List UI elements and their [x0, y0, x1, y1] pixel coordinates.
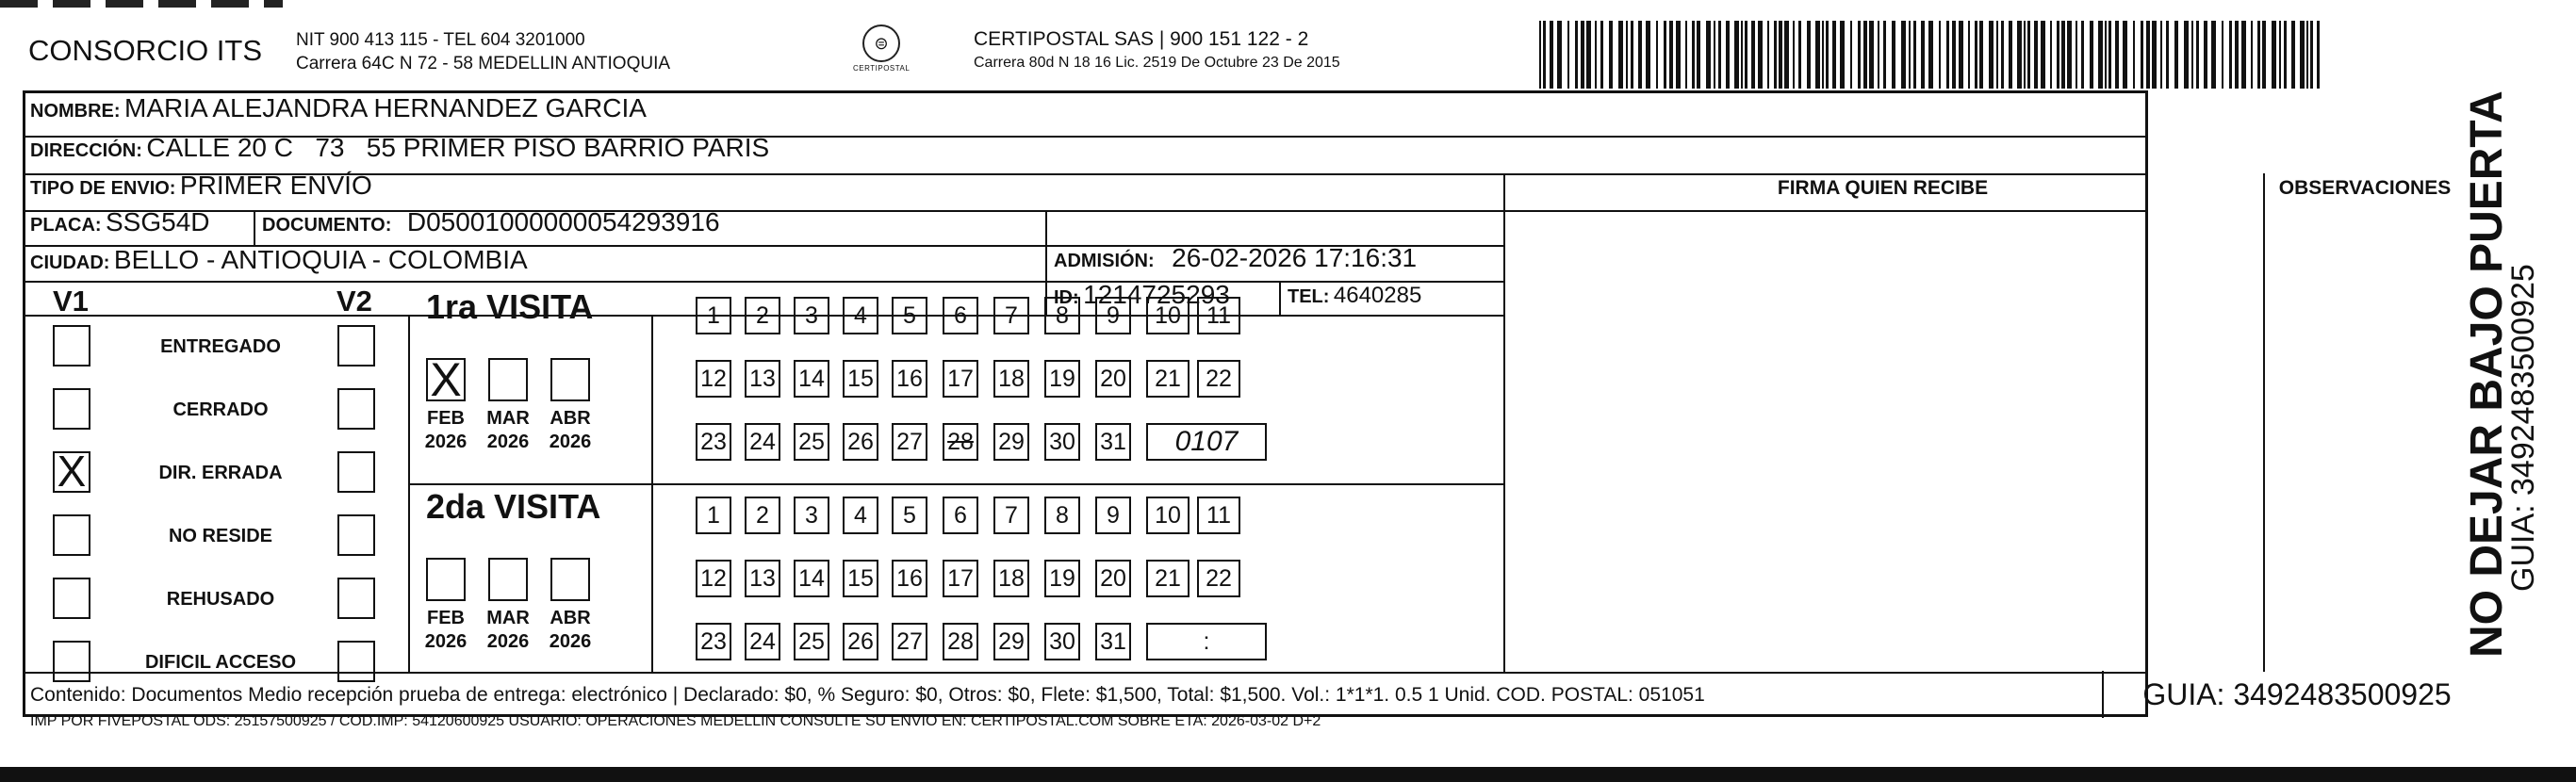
day-box[interactable]: 15: [843, 560, 878, 597]
status-v2-checkbox[interactable]: [337, 451, 375, 493]
day-box[interactable]: 23: [696, 423, 731, 461]
id-value: 1214725293: [1083, 280, 1230, 309]
month-name: ABR: [550, 608, 591, 628]
day-box[interactable]: 6: [943, 497, 978, 534]
day-box[interactable]: 29: [993, 423, 1029, 461]
month-year: 2026: [486, 631, 530, 652]
day-box[interactable]: 1: [696, 297, 731, 334]
status-v2-checkbox[interactable]: [337, 641, 375, 682]
tel-value: 4640285: [1333, 283, 1422, 308]
month-checkbox[interactable]: [550, 558, 590, 601]
day-box[interactable]: 30: [1044, 423, 1080, 461]
day-box[interactable]: 27: [892, 423, 927, 461]
month-year: 2026: [549, 631, 592, 652]
documento-label: DOCUMENTO:: [262, 215, 392, 236]
month-label: [482, 607, 534, 654]
day-box[interactable]: 20: [1095, 360, 1131, 398]
month-year: 2026: [486, 432, 530, 452]
contenido-line: Contenido: Documentos Medio recepción prueba de entrega: electrónico | Declarado: $0, % Seguro: $0, Otros: $0, Flete: $1,500, Total: $1,500. Vol.: 1*1*1. 0.5 1 Unid. COD. POSTAL: 051051: [30, 684, 1705, 706]
day-box[interactable]: 2: [745, 297, 780, 334]
nombre-value: MARIA ALEJANDRA HERNANDEZ GARCIA: [124, 93, 647, 122]
day-box[interactable]: 19: [1044, 360, 1080, 398]
no-dejar-bajo-puerta-warning: NO DEJAR BAJO PUERTA: [2462, 90, 2512, 658]
ciudad-value: BELLO - ANTIOQUIA - COLOMBIA: [113, 245, 528, 274]
day-box[interactable]: 7: [993, 497, 1029, 534]
company-nit-tel: NIT 900 413 115 - TEL 604 3201000: [296, 30, 585, 50]
status-label: DIR. ERRADA: [158, 463, 283, 483]
day-box[interactable]: 24: [745, 423, 780, 461]
day-box[interactable]: 4: [843, 297, 878, 334]
month-label: [419, 407, 472, 454]
v1-header: V1: [53, 285, 89, 318]
visit1-title: 1ra VISITA: [426, 287, 594, 326]
month-year: 2026: [424, 432, 468, 452]
day-box[interactable]: 16: [892, 560, 927, 597]
status-v1-checkbox[interactable]: [53, 388, 90, 430]
certipostal-license: Carrera 80d N 18 16 Lic. 2519 De Octubre 23 De 2015: [974, 55, 1340, 71]
direccion-value: CALLE 20 C 73 55 PRIMER PISO BARRIO PARIS: [146, 133, 770, 162]
company-address: Carrera 64C N 72 - 58 MEDELLIN ANTIOQUIA: [296, 54, 671, 73]
month-name: FEB: [427, 408, 465, 429]
day-box[interactable]: 22: [1197, 560, 1240, 597]
day-box[interactable]: 7: [993, 297, 1029, 334]
certipostal-info: [974, 28, 1340, 72]
company-info: [296, 28, 670, 75]
placa-value: SSG54D: [106, 207, 210, 236]
day-box[interactable]: 30: [1044, 623, 1080, 660]
day-box[interactable]: 17: [943, 360, 978, 398]
status-v1-checkbox[interactable]: [53, 514, 90, 556]
month-year: 2026: [549, 432, 592, 452]
day-box[interactable]: 16: [892, 360, 927, 398]
month-name: MAR: [486, 608, 530, 628]
admision-label: ADMISIÓN:: [1054, 251, 1155, 271]
day-box[interactable]: 22: [1197, 360, 1240, 398]
guia-number: GUIA: 3492483500925: [2102, 671, 2490, 718]
day-box[interactable]: 2: [745, 497, 780, 534]
month-name: MAR: [486, 408, 530, 429]
day-box[interactable]: 25: [794, 623, 829, 660]
bottom-edge-bar: [0, 767, 2576, 782]
certipostal-logo-text: CERTIPOSTAL: [853, 64, 911, 73]
month-checkbox[interactable]: [488, 358, 528, 401]
day-box[interactable]: 24: [745, 623, 780, 660]
tipo-envio-value: PRIMER ENVÍO: [179, 171, 372, 200]
day-box[interactable]: 20: [1095, 560, 1131, 597]
firma-quien-recibe-header: FIRMA QUIEN RECIBE: [1777, 177, 1989, 199]
month-checkbox[interactable]: [426, 558, 466, 601]
day-box[interactable]: 3: [794, 297, 829, 334]
month-name: FEB: [427, 608, 465, 628]
day-box[interactable]: 4: [843, 497, 878, 534]
status-label: DIFICIL ACCESO: [144, 652, 296, 673]
impresion-line: IMP POR FIVEPOSTAL ODS: 25157500925 / COD.IMP: 54120600925 USUARIO: OPERACIONES MEDELLIN CONSULTE SU ENVIO EN: CERTIPOSTAL.COM SOBRE ETA: 2026-03-02 D+2: [30, 713, 1321, 729]
admision-value: 26-02-2026 17:16:31: [1172, 243, 1418, 272]
status-label: REHUSADO: [166, 589, 275, 610]
month-checkbox[interactable]: [550, 358, 590, 401]
status-label: ENTREGADO: [160, 336, 281, 357]
month-label: [544, 607, 597, 654]
day-box[interactable]: 18: [993, 360, 1029, 398]
day-box[interactable]: 3: [794, 497, 829, 534]
certipostal-logo: [853, 24, 910, 73]
placa-row: [30, 207, 210, 237]
id-label: ID:: [1054, 287, 1079, 308]
day-box[interactable]: 15: [843, 360, 878, 398]
day-box[interactable]: 21: [1146, 360, 1190, 398]
day-box[interactable]: 31: [1095, 623, 1131, 660]
status-v2-checkbox[interactable]: [337, 388, 375, 430]
day-box[interactable]: 11: [1197, 297, 1240, 334]
status-v2-checkbox[interactable]: [337, 325, 375, 367]
status-v2-checkbox[interactable]: [337, 514, 375, 556]
visit2-title: 2da VISITA: [426, 487, 601, 526]
status-v1-checkbox[interactable]: X: [53, 451, 90, 493]
documento-row: [262, 207, 720, 237]
day-box[interactable]: 19: [1044, 560, 1080, 597]
day-box[interactable]: 31: [1095, 423, 1131, 461]
day-box[interactable]: 28: [943, 623, 978, 660]
month-checkbox[interactable]: X: [426, 358, 466, 401]
nombre-label: NOMBRE:: [30, 101, 121, 122]
day-box[interactable]: 12: [696, 360, 731, 398]
ciudad-label: CIUDAD:: [30, 253, 110, 273]
direccion-label: DIRECCIÓN:: [30, 140, 142, 161]
day-box[interactable]: 13: [745, 360, 780, 398]
month-label: [544, 407, 597, 454]
day-box[interactable]: 13: [745, 560, 780, 597]
top-edge-band: [0, 0, 283, 8]
visit-time-box[interactable]: :: [1146, 623, 1267, 660]
certipostal-nit: CERTIPOSTAL SAS | 900 151 122 - 2: [974, 28, 1309, 50]
barcode: [1539, 21, 2320, 89]
admision-row: [1054, 243, 1417, 273]
day-box[interactable]: 14: [794, 360, 829, 398]
month-name: ABR: [550, 408, 591, 429]
tel-row: [1288, 283, 1421, 309]
day-box[interactable]: 12: [696, 560, 731, 597]
company-name: CONSORCIO ITS: [28, 34, 263, 67]
day-box[interactable]: 23: [696, 623, 731, 660]
month-label: [482, 407, 534, 454]
visit-time-box[interactable]: 0107: [1146, 423, 1267, 461]
day-box[interactable]: 25: [794, 423, 829, 461]
day-box[interactable]: 21: [1146, 560, 1190, 597]
nombre-row: [30, 93, 647, 123]
tel-label: TEL:: [1288, 286, 1330, 307]
month-year: 2026: [424, 631, 468, 652]
day-box[interactable]: 9: [1095, 297, 1131, 334]
side-guia-number: GUIA: 3492483500925: [2505, 264, 2541, 592]
status-v1-checkbox[interactable]: [53, 325, 90, 367]
status-label: NO RESIDE: [168, 526, 273, 546]
day-box[interactable]: 10: [1146, 297, 1190, 334]
status-v1-checkbox[interactable]: [53, 641, 90, 682]
day-box[interactable]: 5: [892, 497, 927, 534]
observaciones-header: OBSERVACIONES: [2278, 177, 2452, 199]
month-label: [419, 607, 472, 654]
day-box[interactable]: 6: [943, 297, 978, 334]
status-v1-checkbox[interactable]: [53, 578, 90, 619]
day-box[interactable]: 14: [794, 560, 829, 597]
day-box[interactable]: 11: [1197, 497, 1240, 534]
documento-value: D05001000000054293916: [406, 207, 720, 236]
direccion-row: [30, 133, 769, 163]
month-checkbox[interactable]: [488, 558, 528, 601]
v2-header: V2: [336, 285, 372, 318]
day-box[interactable]: 10: [1146, 497, 1190, 534]
tipo-envio-row: [30, 171, 372, 201]
day-box[interactable]: 17: [943, 560, 978, 597]
day-box[interactable]: 26: [843, 623, 878, 660]
day-box[interactable]: 27: [892, 623, 927, 660]
tipo-envio-label: TIPO DE ENVIO:: [30, 178, 176, 199]
status-v2-checkbox[interactable]: [337, 578, 375, 619]
day-box[interactable]: 1: [696, 497, 731, 534]
ciudad-row: [30, 245, 528, 275]
certipostal-logo-icon: ⊜: [862, 24, 900, 62]
day-box[interactable]: 29: [993, 623, 1029, 660]
day-box[interactable]: 26: [843, 423, 878, 461]
day-box[interactable]: 18: [993, 560, 1029, 597]
day-box-marked[interactable]: 28: [943, 423, 978, 461]
day-box[interactable]: 8: [1044, 497, 1080, 534]
day-box[interactable]: 9: [1095, 497, 1131, 534]
day-box[interactable]: 5: [892, 297, 927, 334]
status-label: CERRADO: [172, 399, 269, 420]
day-box[interactable]: 8: [1044, 297, 1080, 334]
placa-label: PLACA:: [30, 215, 102, 236]
